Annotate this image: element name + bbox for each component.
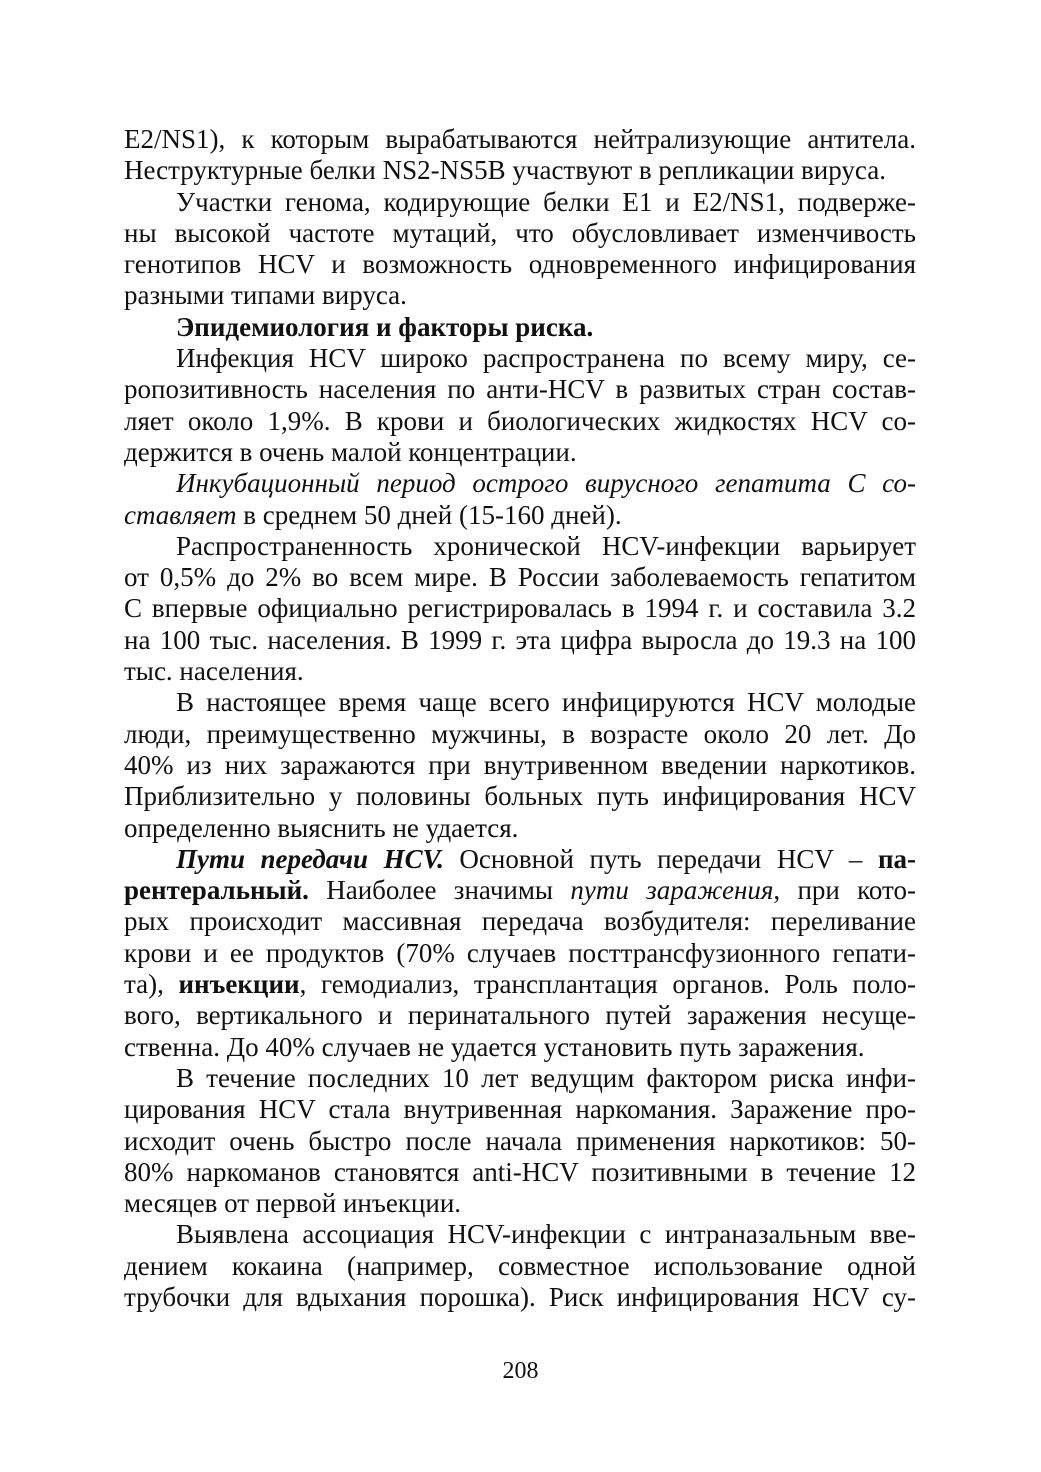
text-fragment: , при кото- bbox=[773, 875, 916, 906]
paragraph-prevalence bbox=[124, 343, 916, 468]
section-heading-epidemiology: Эпидемиология и факторы риска. bbox=[176, 311, 594, 342]
paragraph-incubation bbox=[124, 468, 916, 531]
text-line: определенно выяснить не удается. bbox=[124, 812, 519, 843]
text-line: трубочки для вдыхания порошка). Риск инфицирования HCV су- bbox=[124, 1281, 916, 1312]
text-line: крови и ее продуктов (70% случаев посттрансфузионного гепати- bbox=[124, 937, 916, 968]
text-line bbox=[124, 844, 916, 875]
text-line: люди, преимущественно мужчины, в возрасте около 20 лет. До bbox=[124, 718, 916, 749]
text-line: Неструктурные белки NS2-NS5B участвуют в репликации вируса. bbox=[124, 155, 886, 186]
paragraph-risk-groups bbox=[124, 687, 916, 843]
text-line: держится в очень малой концентрации. bbox=[124, 436, 577, 467]
text-line bbox=[124, 969, 916, 1000]
text-line bbox=[124, 468, 916, 499]
text-line: цирования HCV стала внутривенная наркомания. Заражение про- bbox=[124, 1094, 916, 1125]
text-line: тыс. населения. bbox=[124, 656, 304, 687]
italic-term: пути заражения bbox=[570, 875, 774, 906]
text-line: рых происходит массивная передача возбудителя: переливание bbox=[124, 906, 916, 937]
text-line bbox=[124, 500, 916, 531]
text-fragment: Наиболее значимы bbox=[308, 875, 571, 906]
text-line: от 0,5% до 2% во всем мире. В России заболеваемость гепатитом bbox=[124, 562, 916, 593]
text-line: В течение последних 10 лет ведущим фактором риска инфи- bbox=[176, 1062, 916, 1093]
text-line bbox=[124, 875, 916, 906]
text-line: Участки генома, кодирующие белки Е1 и Е2/NS1, подверже- bbox=[176, 186, 916, 217]
bold-term: инъекции bbox=[178, 969, 300, 1000]
text-fragment: та), bbox=[124, 969, 179, 1000]
text-line: Выявлена ассоциация HCV-инфекции с интраназальным вве- bbox=[176, 1219, 916, 1250]
text-line: E2/NS1), к которым вырабатываются нейтрализующие антитела. bbox=[124, 124, 916, 154]
paragraph-protein-continuation bbox=[124, 124, 916, 187]
text-line: ственна. До 40% случаев не удается установить путь заражения. bbox=[124, 1031, 865, 1062]
text-line: на 100 тыс. населения. В 1999 г. эта цифра выросла до 19.3 на 100 bbox=[124, 624, 916, 655]
text-line: дением кокаина (например, совместное использование одной bbox=[124, 1250, 916, 1281]
text-line: вого, вертикального и перинатального путей заражения несуще- bbox=[124, 1000, 916, 1031]
paragraph-genome-mutations bbox=[124, 187, 916, 312]
bold-italic-title: Пути передачи HCV. bbox=[176, 843, 444, 874]
text-line: Приблизительно у половины больных путь инфицирования HCV bbox=[124, 781, 916, 812]
italic-term: ставляет bbox=[124, 499, 237, 530]
text-line: Инфекция HCV широко распространена по всему миру, се- bbox=[176, 343, 916, 374]
text-line: ны высокой частоте мутаций, что обусловливает изменчивость bbox=[124, 217, 916, 248]
paragraph-chronic-prevalence bbox=[124, 531, 916, 687]
bold-term: па- bbox=[877, 843, 916, 874]
text-fragment: в среднем 50 дней (15-160 дней). bbox=[236, 499, 622, 530]
text-line: ропозитивность населения по анти-HCV в развитых стран состав- bbox=[124, 374, 916, 405]
paragraph-cocaine bbox=[124, 1219, 916, 1313]
text-line: 40% из них заражаются при внутривенном введении наркотиков. bbox=[124, 749, 916, 780]
bold-term: рентеральный. bbox=[124, 875, 309, 906]
italic-term: Инкубационный период острого вирусного гепатита С со- bbox=[176, 468, 916, 499]
text-fragment: Основной путь передачи HCV – bbox=[443, 843, 878, 874]
text-line: месяцев от первой инъекции. bbox=[124, 1188, 462, 1219]
page-body bbox=[124, 124, 916, 1313]
text-line: разными типами вируса. bbox=[124, 280, 407, 311]
text-line: В настоящее время чаще всего инфицируются HCV молодые bbox=[176, 687, 916, 718]
paragraph-transmission bbox=[124, 844, 916, 1063]
page-number: 208 bbox=[502, 1358, 539, 1384]
text-line: генотипов HCV и возможность одновременного инфицирования bbox=[124, 249, 916, 280]
text-line: исходит очень быстро после начала применения наркотиков: 50- bbox=[124, 1125, 916, 1156]
text-fragment: , гемодиализ, трансплантация органов. Роль поло- bbox=[299, 969, 916, 1000]
paragraph-drug-use bbox=[124, 1063, 916, 1219]
text-line: Распространенность хронической HCV-инфекции варьирует bbox=[176, 530, 916, 561]
text-line: С впервые официально регистрировалась в 1994 г. и составила 3.2 bbox=[124, 593, 916, 624]
text-line: 80% наркоманов становятся anti-HCV позитивными в течение 12 bbox=[124, 1156, 916, 1187]
text-line: ляет около 1,9%. В крови и биологических жидкостях HCV со- bbox=[124, 405, 916, 436]
